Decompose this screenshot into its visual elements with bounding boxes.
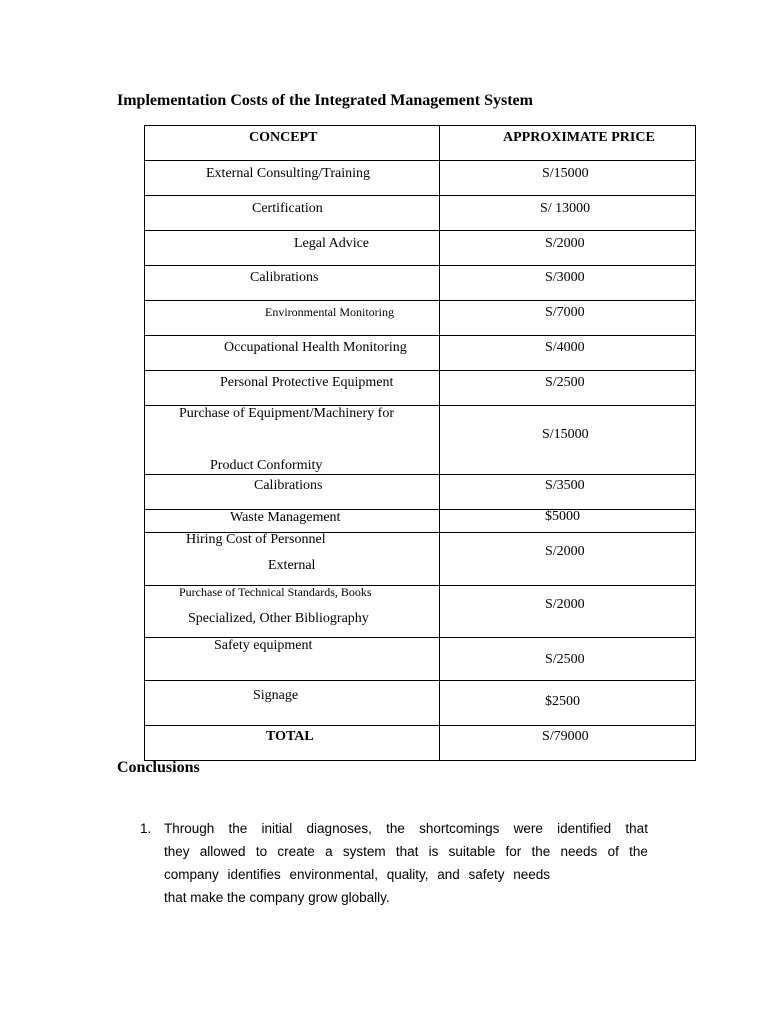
word: a — [325, 844, 333, 859]
word: safety — [468, 867, 505, 882]
table-row — [145, 638, 696, 681]
concept-cell: Safety equipment — [214, 638, 313, 653]
word: the — [386, 821, 405, 836]
price-cell: S/15000 — [542, 166, 589, 181]
price-cell: S/ 13000 — [540, 201, 591, 216]
table-row — [145, 510, 696, 533]
price-cell: S/2000 — [545, 544, 585, 559]
table-row — [145, 161, 696, 196]
word: they — [164, 844, 190, 859]
word: the — [228, 821, 248, 836]
word: diagnoses, — [306, 821, 372, 836]
word: identifies — [227, 867, 281, 882]
table-row — [145, 475, 696, 510]
page-title: Implementation Costs of the Integrated Management System — [117, 92, 533, 109]
table-row — [145, 681, 696, 726]
concept-cell-line2: Product Conformity — [210, 458, 323, 473]
word: the — [531, 844, 551, 859]
concept-cell: External Consulting/Training — [206, 166, 370, 181]
table-row — [145, 336, 696, 371]
table-row — [145, 371, 696, 406]
table-row — [145, 406, 696, 475]
price-cell: S/7000 — [545, 305, 585, 320]
conclusion-line: that make the company grow globally. — [164, 890, 390, 905]
word: of — [607, 844, 619, 859]
concept-cell: Environmental Monitoring — [265, 305, 394, 319]
word: allowed — [199, 844, 246, 859]
word: for — [505, 844, 522, 859]
table-row — [145, 266, 696, 301]
price-cell: S/15000 — [542, 427, 589, 442]
header-concept: CONCEPT — [249, 130, 318, 145]
concept-cell: Signage — [253, 688, 299, 703]
table-row — [145, 196, 696, 231]
price-cell: $2500 — [545, 694, 580, 709]
total-label: TOTAL — [266, 729, 314, 744]
price-cell: S/2000 — [545, 236, 585, 251]
concept-cell-line2: External — [268, 558, 316, 573]
conclusions-heading: Conclusions — [117, 759, 200, 776]
price-cell: $5000 — [545, 509, 580, 524]
word: and — [437, 867, 460, 882]
word: environmental, — [289, 867, 379, 882]
concept-cell: Calibrations — [254, 478, 323, 493]
conclusion-line-justified — [164, 863, 550, 886]
word: needs — [513, 867, 550, 882]
word: quality, — [386, 867, 429, 882]
table-row — [145, 231, 696, 266]
concept-cell: Calibrations — [250, 270, 319, 285]
price-cell: S/2000 — [545, 597, 585, 612]
conclusion-line-justified — [164, 817, 648, 840]
word: shortcomings — [419, 821, 500, 836]
concept-cell-line2: Specialized, Other Bibliography — [188, 611, 369, 626]
concept-cell: Personal Protective Equipment — [220, 375, 394, 390]
word: suitable — [448, 844, 496, 859]
word: that — [395, 844, 419, 859]
word: initial — [261, 821, 293, 836]
concept-cell-line1: Hiring Cost of Personnel — [186, 532, 326, 547]
table-row — [145, 533, 696, 586]
word: to — [255, 844, 268, 859]
price-cell: S/3000 — [545, 270, 585, 285]
word: is — [428, 844, 439, 859]
concept-cell: Certification — [252, 201, 323, 216]
price-cell: S/3500 — [545, 478, 585, 493]
conclusion-line-justified — [164, 840, 648, 863]
concept-cell: Legal Advice — [294, 236, 370, 251]
word: Through — [164, 821, 215, 836]
word: system — [342, 844, 386, 859]
header-price: APPROXIMATE PRICE — [503, 130, 655, 145]
word: identified — [557, 821, 612, 836]
list-number: 1. — [140, 821, 152, 836]
word: were — [513, 821, 543, 836]
concept-cell-line1: Purchase of Equipment/Machinery for — [179, 406, 394, 421]
total-price: S/79000 — [542, 729, 589, 744]
concept-cell: Occupational Health Monitoring — [224, 340, 407, 355]
table-total-row — [145, 726, 696, 761]
table-row — [145, 586, 696, 638]
word: create — [277, 844, 315, 859]
table-header-row — [145, 126, 696, 161]
table-row — [145, 301, 696, 336]
cost-table — [144, 125, 696, 761]
word: that — [625, 821, 648, 836]
concept-cell: Waste Management — [230, 510, 341, 525]
price-cell: S/2500 — [545, 652, 585, 667]
concept-cell-line1: Purchase of Technical Standards, Books — [179, 585, 372, 599]
word: the — [629, 844, 648, 859]
price-cell: S/4000 — [545, 340, 585, 355]
price-cell: S/2500 — [545, 375, 585, 390]
word: company — [164, 867, 219, 882]
word: needs — [560, 844, 598, 859]
